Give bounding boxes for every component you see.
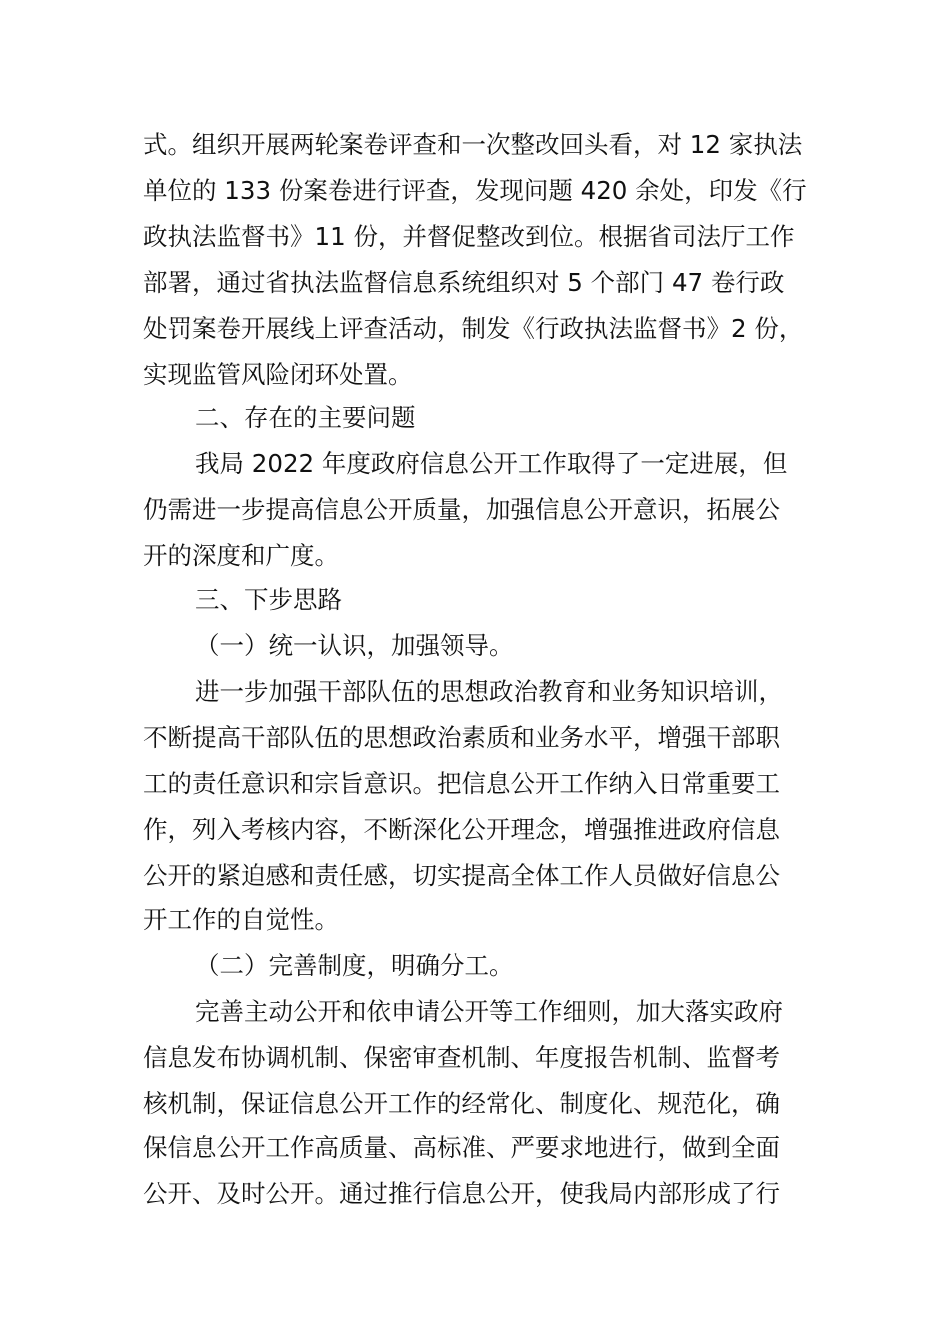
body-text-line: 不断提高干部队伍的思想政治素质和业务水平，增强干部职 — [143, 723, 780, 752]
body-text-line: 开的深度和广度。 — [143, 541, 339, 570]
subsection-heading: （一）统一认识，加强领导。 — [195, 631, 514, 660]
body-text-line: 我局 2022 年度政府信息公开工作取得了一定进展，但 — [195, 449, 788, 478]
body-text-line: 完善主动公开和依申请公开等工作细则，加大落实政府 — [195, 997, 783, 1026]
subsection-heading: （二）完善制度，明确分工。 — [195, 951, 514, 980]
body-text-line: 工的责任意识和宗旨意识。把信息公开工作纳入日常重要工 — [143, 769, 780, 798]
body-text-line: 核机制，保证信息公开工作的经常化、制度化、规范化，确 — [143, 1089, 780, 1118]
body-text-line: 作，列入考核内容，不断深化公开理念，增强推进政府信息 — [143, 815, 780, 844]
body-text-line: 信息发布协调机制、保密审查机制、年度报告机制、监督考 — [143, 1043, 780, 1072]
body-text-line: 实现监管风险闭环处置。 — [143, 360, 413, 389]
body-text-line: 公开的紧迫感和责任感，切实提高全体工作人员做好信息公 — [143, 861, 780, 890]
body-text-line: 保信息公开工作高质量、高标准、严要求地进行，做到全面 — [143, 1133, 780, 1162]
body-text-line: 开工作的自觉性。 — [143, 905, 339, 934]
body-text-line: 单位的 133 份案卷进行评查，发现问题 420 余处，印发《行 — [143, 176, 807, 205]
section-heading: 三、下步思路 — [195, 585, 342, 614]
body-text-line: 处罚案卷开展线上评查活动，制发《行政执法监督书》2 份， — [143, 314, 804, 343]
body-text-line: 进一步加强干部队伍的思想政治教育和业务知识培训， — [195, 677, 783, 706]
body-text-line: 公开、及时公开。通过推行信息公开，使我局内部形成了行 — [143, 1179, 780, 1208]
body-text-line: 部署，通过省执法监督信息系统组织对 5 个部门 47 卷行政 — [143, 268, 785, 297]
section-heading: 二、存在的主要问题 — [195, 403, 416, 432]
body-text-line: 式。组织开展两轮案卷评查和一次整改回头看，对 12 家执法 — [143, 130, 803, 159]
body-text-line: 政执法监督书》11 份，并督促整改到位。根据省司法厅工作 — [143, 222, 795, 251]
body-text-line: 仍需进一步提高信息公开质量，加强信息公开意识，拓展公 — [143, 495, 780, 524]
